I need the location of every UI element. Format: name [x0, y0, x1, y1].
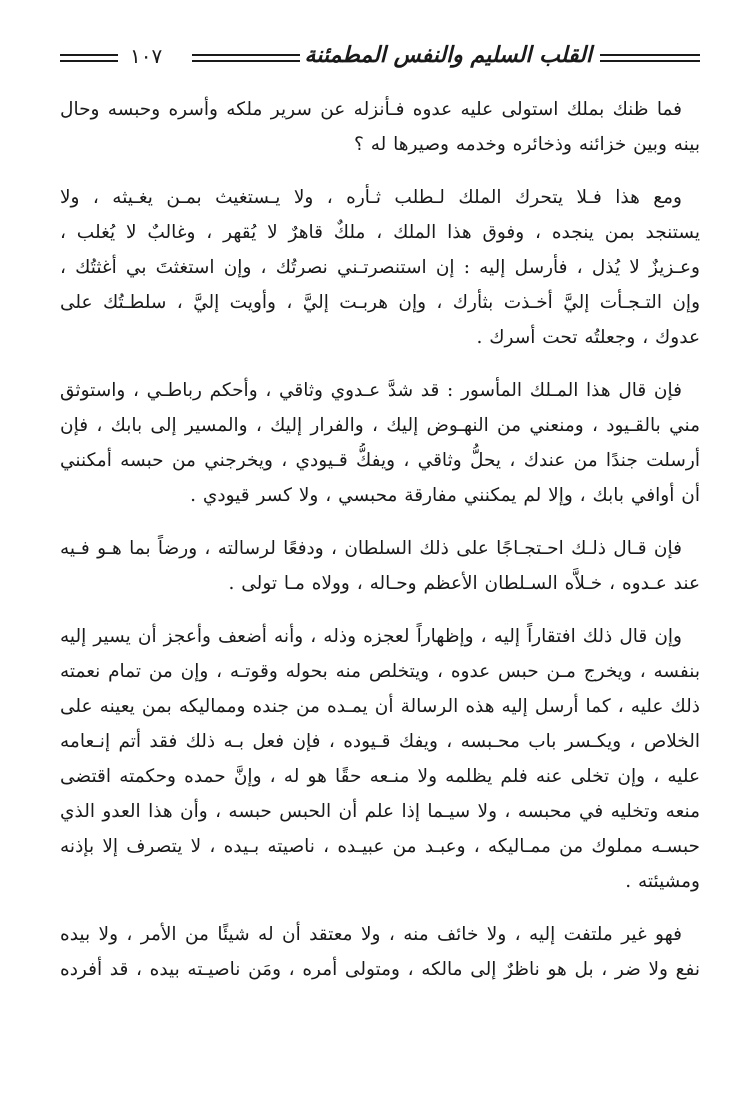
paragraph — [60, 92, 700, 162]
header-rule-middle — [192, 54, 300, 62]
text-line: حبسـه مملوك من ممـاليكه ، وعبـد من عبيـده ، ناصيته بـيده ، لا يتصرف إلا بإذنه — [60, 836, 700, 857]
text-line: فما ظنك بملك استولى عليه عدوه فـأنزله عن سرير ملكه وأسره وحبسه وحال — [60, 99, 682, 120]
body-text — [60, 92, 700, 1005]
text-line: وإن قال ذلك افتقاراً إليه ، وإظهاراً لعجزه وذله ، وأنه أضعف وأعجز أن يسير إليه — [60, 626, 682, 647]
text-line: عدوك ، وجعلتُه تحت أسرك . — [476, 327, 700, 348]
text-line: وإن التـجـأت إليَّ أخـذت بثأرك ، وإن هربـت إليَّ ، وأويت إليَّ ، سلطـتُك على — [60, 292, 700, 313]
text-line: وعـزيزٌ لا يُذل ، فأرسل إليه : إن استنصرتـني نصرتُك ، وإن استغثتَ بي أغثتُك ، — [60, 257, 700, 278]
text-line: أرسلت جندًا من عندك ، يحلُّ وثاقي ، ويفكُّ قـيودي ، ويخرجني من حبسه أمكنني — [60, 450, 700, 471]
page-header — [60, 38, 700, 78]
text-line: مني بالقـيود ، ومنعني من النهـوض إليك ، والفرار إليك ، والمسير إلى بابك ، فإن — [60, 415, 700, 436]
text-line: الخلاص ، ويكـسر باب محـبسه ، ويفك قـيوده ، فإن فعل بـه ذلك فقد أتم إنـعامه — [60, 731, 700, 752]
text-line: أن أوافي بابك ، وإلا لم يمكنني مفارقة محبسي ، ولا كسر قيودي . — [190, 485, 700, 506]
text-line: عليه ، وإن تخلى عنه فلم يظلمه ولا منـعه حقًا هو له ، وإنَّ حمده وحكمته اقتضى — [60, 766, 700, 787]
text-line: نفع ولا ضر ، بل هو ناظرٌ إلى مالكه ، ومتولى أمره ، ومَن ناصيـته بيده ، قد أفرده — [60, 959, 700, 980]
text-line: عند عـدوه ، خـلاَّه السـلطان الأعظم وحـاله ، وولاه مـا تولى . — [228, 573, 700, 594]
paragraph — [60, 180, 700, 355]
text-line: بينه وبين خزائنه وذخائره وخدمه وصيرها له ؟ — [354, 134, 700, 155]
page-number: ١٠٧ — [130, 44, 163, 68]
text-line: بنفسه ، ويخرج مـن حبس عدوه ، ويتخلص منه بحوله وقوتـه ، وإن من تمام نعمته — [60, 661, 700, 682]
text-line: يستنجد بمن ينجده ، وفوق هذا الملك ، ملكٌ قاهرٌ لا يُقهر ، وغالبٌ لا يُغلب ، — [60, 222, 700, 243]
text-line: فإن قال هذا المـلك المأسور : قد شدَّ عـدوي وثاقي ، وأحكم رباطـي ، واستوثق — [60, 380, 682, 401]
header-rule-right — [600, 54, 700, 62]
paragraph — [60, 917, 700, 987]
text-line: فإن قـال ذلـك احـتجـاجًا على ذلك السلطان ، ودفعًا لرسالته ، ورضاً بما هـو فـيه — [60, 538, 682, 559]
text-line: ذلك عليه ، كما أرسل إليه هذه الرسالة أن يمـده من جنده ومماليكه بمن يعينه على — [60, 696, 700, 717]
text-line: ومشيئته . — [625, 871, 700, 892]
text-line: منعه وتخليه في محبسه ، ولا سيـما إذا علم أن الحبس حبسه ، وأن هذا العدو الذي — [60, 801, 700, 822]
paragraph — [60, 531, 700, 601]
paragraph — [60, 373, 700, 513]
running-title: القلب السليم والنفس المطمئنة — [304, 42, 592, 68]
text-line: ومع هذا فـلا يتحرك الملك لـطلب ثـأره ، ولا يـستغيث بمـن يغـيثه ، ولا — [60, 187, 682, 208]
header-rule-left — [60, 54, 118, 62]
text-line: فهو غير ملتفت إليه ، ولا خائف منه ، ولا معتقد أن له شيئًا من الأمر ، ولا بيده — [60, 924, 682, 945]
paragraph — [60, 619, 700, 899]
